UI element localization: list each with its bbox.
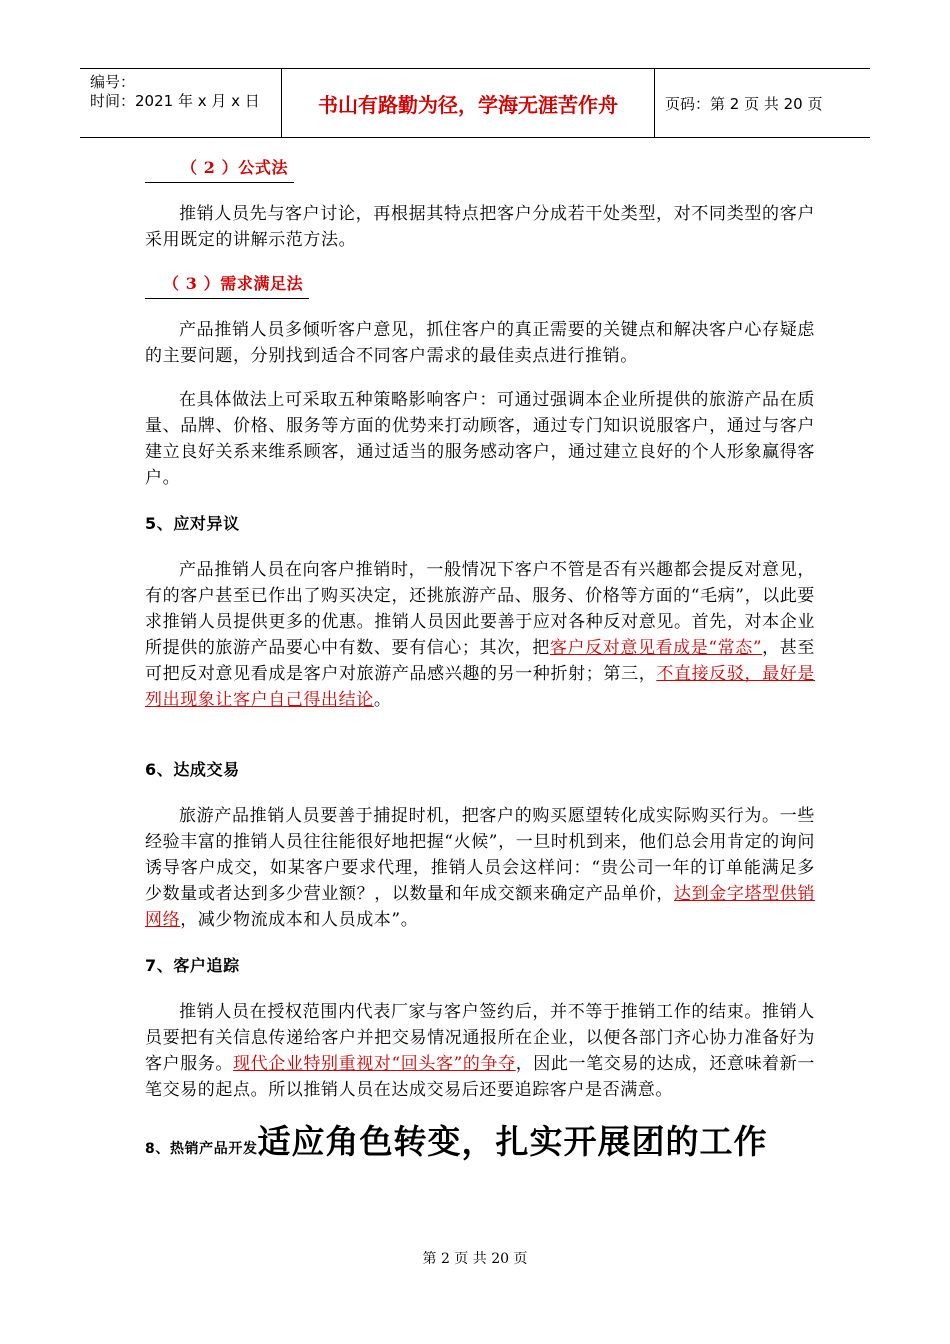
- document-body: [145, 155, 815, 1162]
- paragraph-demand-1: 产品推销人员多倾听客户意见，抓住客户的真正需要的关键点和解决客户心存疑虑的主要问题，分别找到适合不同客户需求的最佳卖点进行推销。: [145, 320, 815, 366]
- highlight-pyramid-network: 达到金字塔型供销网络: [145, 884, 815, 930]
- paragraph-closing: [145, 803, 815, 933]
- highlight-normal-objection: 客户反对意见看成是“常态”: [549, 638, 763, 658]
- section-title-closing: 6、达成交易: [145, 760, 240, 779]
- paragraph-demand-2: 在具体做法上可采取五种策略影响客户：可通过强调本企业所提供的旅游产品在质量、品牌、价格、服务等方面的优势来打动顾客，通过专门知识说服客户，通过与客户建立良好关系来维系顾客，通过适当的服务感动客户，通过建立良好的个人形象赢得客户。: [145, 390, 815, 488]
- section-title-hot-products: [145, 1122, 815, 1162]
- hot-products-label: 8、热销产品开发: [145, 1141, 258, 1157]
- header-motto: 书山有路勤为径，学海无涯苦作舟: [282, 69, 655, 137]
- closing-text-c: ，减少物流成本和人员成本”。: [180, 910, 419, 930]
- heading-formula-method: （ 2 ）公式法: [145, 155, 294, 183]
- page-header: [80, 68, 870, 138]
- header-page-info: 页码：第 2 页 共 20 页: [665, 94, 823, 113]
- heading-demand-method: （ 3 ）需求满足法: [145, 271, 309, 299]
- header-meta: [80, 69, 282, 137]
- follow-up-text-a: 推销人员在授权范围内代表厂家与客户签约后，并不等于推销工作的结束。推销人员要把有关信息传递给客户并把交易情况通报所在企业，以便各部门齐心协力准备好为客户服务。: [145, 1002, 815, 1074]
- section-title-objections: 5、应对异议: [145, 514, 240, 533]
- paragraph-follow-up: [145, 999, 815, 1103]
- page-footer: 第 2 页 共 20 页: [422, 1251, 528, 1267]
- closing-text-a: 旅游产品推销人员要善于捕捉时机，把客户的购买愿望转化成实际购买行为。一些经验丰富的推销人员往往能很好地把握“火候”，一旦时机到来，他们总会用肯定的询问诱导客户成交，如某客户要求代理，推销人员会这样问：“贵公司一年的订单能满足多少数量或者达到多少营业额？，以数量和年成交额来确定产品单价，: [145, 806, 815, 904]
- role-change-title: 适应角色转变，扎实开展团的工作: [257, 1122, 768, 1161]
- paragraph-formula: 推销人员先与客户讨论，再根据其特点把客户分成若干处类型，对不同类型的客户采用既定的讲解示范方法。: [145, 204, 815, 250]
- highlight-no-direct-rebuttal: 不直接反驳，最好是列出现象让客户自己得出结论: [145, 664, 816, 710]
- objections-text-e: 。: [373, 690, 392, 710]
- objections-text-c: ，甚至可把反对意见看成是客户对旅游产品感兴趣的另一种折射；第三，: [145, 638, 815, 684]
- highlight-repeat-customers: 现代企业特别重视对“回头客”的争夺: [233, 1054, 516, 1074]
- code-label: 编号：: [90, 73, 136, 91]
- time-label: 时间：2021 年 x 月 x 日: [90, 92, 260, 110]
- follow-up-text-c: ，因此一笔交易的达成，还意味着新一笔交易的起点。所以推销人员在达成交易后还要追踪客户是否满意。: [145, 1054, 815, 1100]
- paragraph-objections: [145, 557, 815, 713]
- section-title-follow-up: 7、客户追踪: [145, 956, 240, 975]
- objections-text-a: 产品推销人员在向客户推销时，一般情况下客户不管是否有兴趣都会提反对意见，有的客户甚至已作出了购买决定，还挑旅游产品、服务、价格等方面的“毛病”，以此要求推销人员提供更多的优惠。推销人员因此要善于应对各种反对意见。首先，对本企业所提供的旅游产品要心中有数、要有信心；其次，把: [145, 560, 815, 658]
